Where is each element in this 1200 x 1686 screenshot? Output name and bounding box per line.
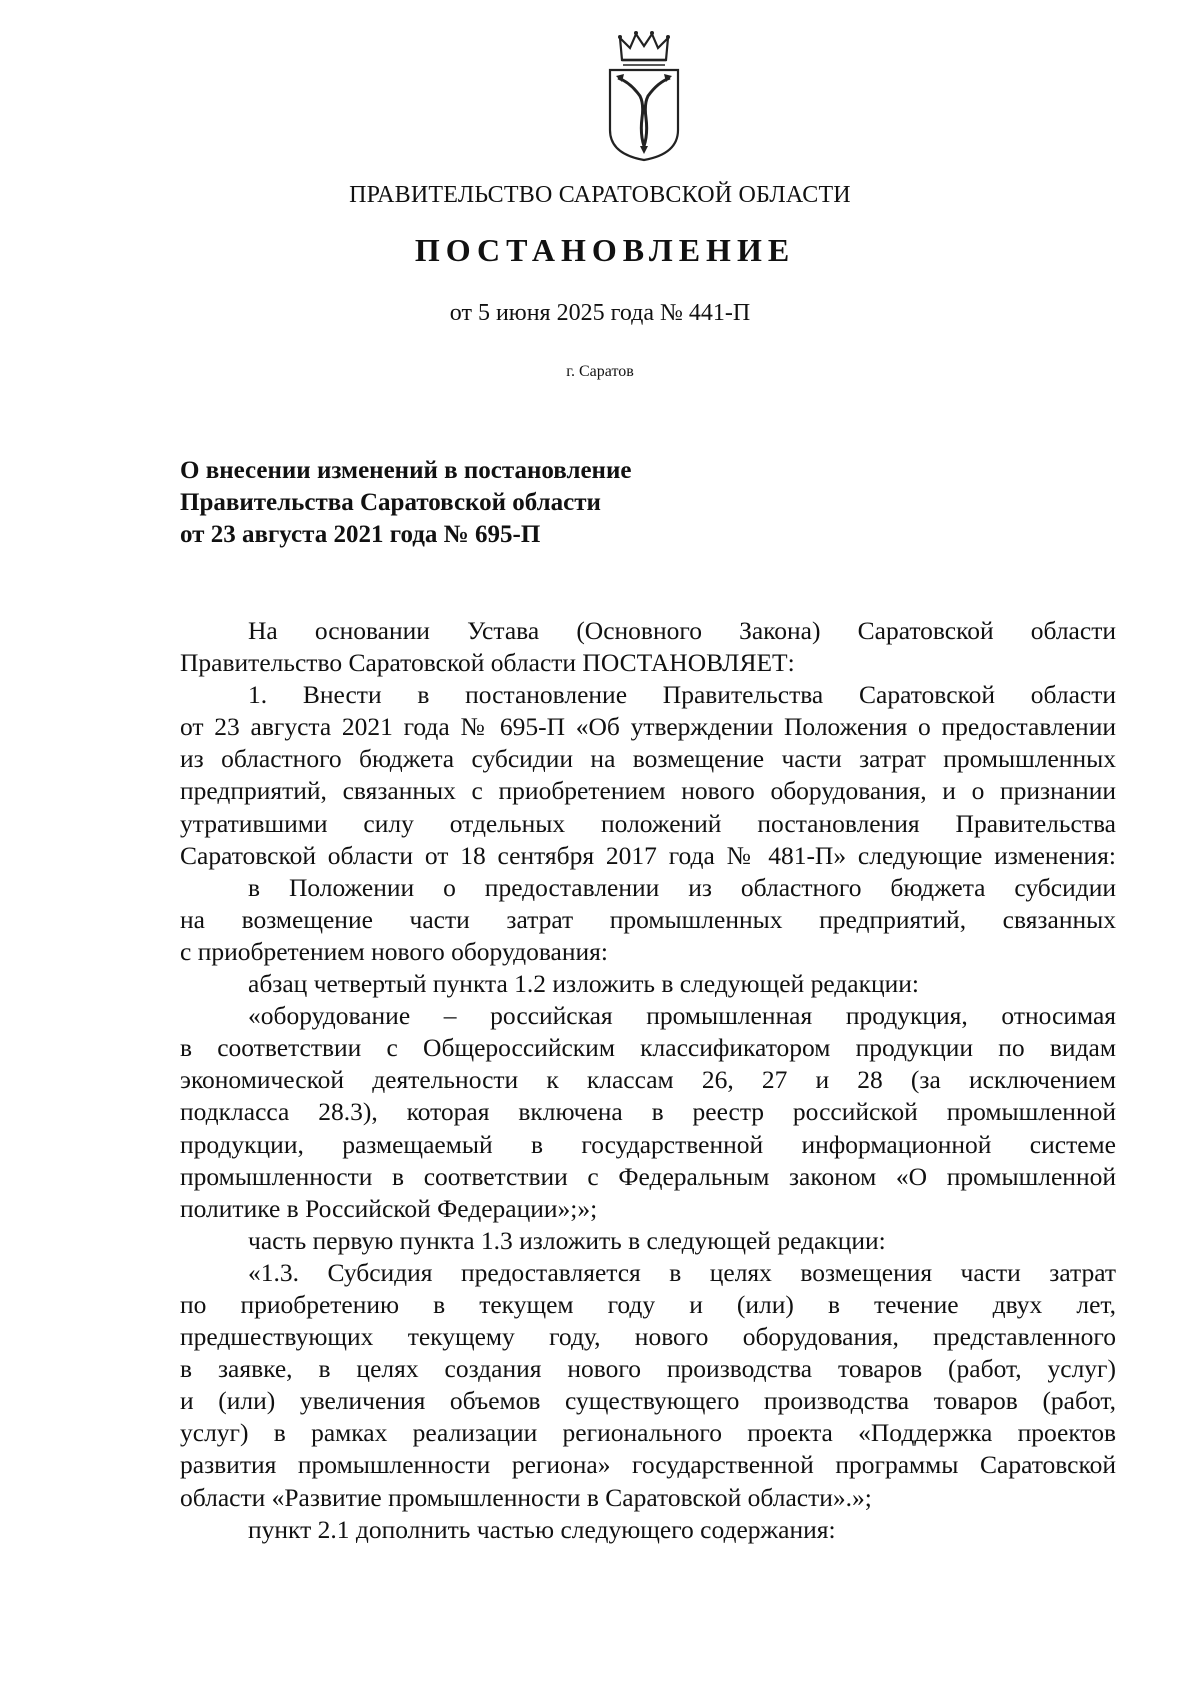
body-line: абзац четвертый пункта 1.2 изложить в следующей редакции:: [248, 969, 920, 999]
body-line: политике в Российской Федерации»;»;: [180, 1193, 598, 1223]
body-line: и (или) увеличения объемов существующего производства товаров (работ,: [180, 1386, 1116, 1416]
body-line: На основании Устава (Основного Закона) Саратовской области: [248, 616, 1116, 645]
body-line: предприятий, связанных с приобретением нового оборудования, и о признании: [180, 776, 1116, 806]
body-line: в заявке, в целях создания нового производства товаров (работ, услуг): [180, 1354, 1116, 1384]
body-line: области «Развитие промышленности в Саратовской области».»;: [180, 1482, 872, 1512]
body-line: от 23 августа 2021 года № 695-П «Об утверждении Положения о предоставлении: [180, 712, 1116, 742]
body-line: с приобретением нового оборудования:: [180, 936, 608, 966]
body-line: в соответствии с Общероссийским классификатором продукции по видам: [180, 1033, 1116, 1063]
body-line: Саратовской области от 18 сентября 2017 года № 481-П» следующие изменения:: [180, 840, 1116, 870]
body-line: развития промышленности региона» государственной программы Саратовской: [180, 1450, 1116, 1480]
document-type: ПОСТАНОВЛЕНИЕ: [414, 232, 796, 268]
document-city: г. Саратов: [566, 363, 634, 380]
body-line: «1.3. Субсидия предоставляется в целях возмещения части затрат: [248, 1257, 1116, 1287]
body-line: в Положении о предоставлении из областного бюджета субсидии: [248, 872, 1116, 902]
body-line: пункт 2.1 дополнить частью следующего содержания:: [248, 1514, 836, 1544]
body-line: продукции, размещаемый в государственной информационной системе: [180, 1129, 1116, 1159]
subject-line: О внесении изменений в постановление: [180, 457, 632, 484]
body-line: «оборудование – российская промышленная продукция, относимая: [248, 1001, 1116, 1031]
government-name: ПРАВИТЕЛЬСТВО САРАТОВСКОЙ ОБЛАСТИ: [349, 182, 851, 208]
body-line: по приобретению в текущем году и (или) в течение двух лет,: [180, 1289, 1116, 1319]
body-line: утратившими силу отдельных положений постановления Правительства: [180, 808, 1116, 838]
body-line: на возмещение части затрат промышленных предприятий, связанных: [180, 904, 1116, 934]
body-line: Правительство Саратовской области ПОСТАНОВЛЯЕТ:: [180, 648, 795, 678]
document-body: [180, 615, 1116, 1546]
body-line: 1. Внести в постановление Правительства Саратовской области: [248, 680, 1116, 710]
document-date-number: от 5 июня 2025 года № 441-П: [449, 300, 751, 326]
body-line: услуг) в рамках реализации регионального проекта «Поддержка проектов: [180, 1418, 1116, 1448]
subject-line: от 23 августа 2021 года № 695-П: [180, 521, 541, 548]
body-line: промышленности в соответствии с Федеральным законом «О промышленной: [180, 1161, 1116, 1191]
subject-line: Правительства Саратовской области: [180, 489, 601, 516]
body-line: предшествующих текущему году, нового оборудования, представленного: [180, 1322, 1116, 1352]
document-subject: [180, 455, 631, 551]
body-line: часть первую пункта 1.3 изложить в следующей редакции:: [248, 1225, 886, 1255]
body-line: подкласса 28.3), которая включена в реестр российской промышленной: [180, 1097, 1116, 1127]
body-line: экономической деятельности к классам 26, 27 и 28 (за исключением: [180, 1065, 1116, 1095]
saratov-coat-of-arms-icon: [606, 30, 682, 162]
body-line: из областного бюджета субсидии на возмещение части затрат промышленных: [180, 744, 1116, 774]
